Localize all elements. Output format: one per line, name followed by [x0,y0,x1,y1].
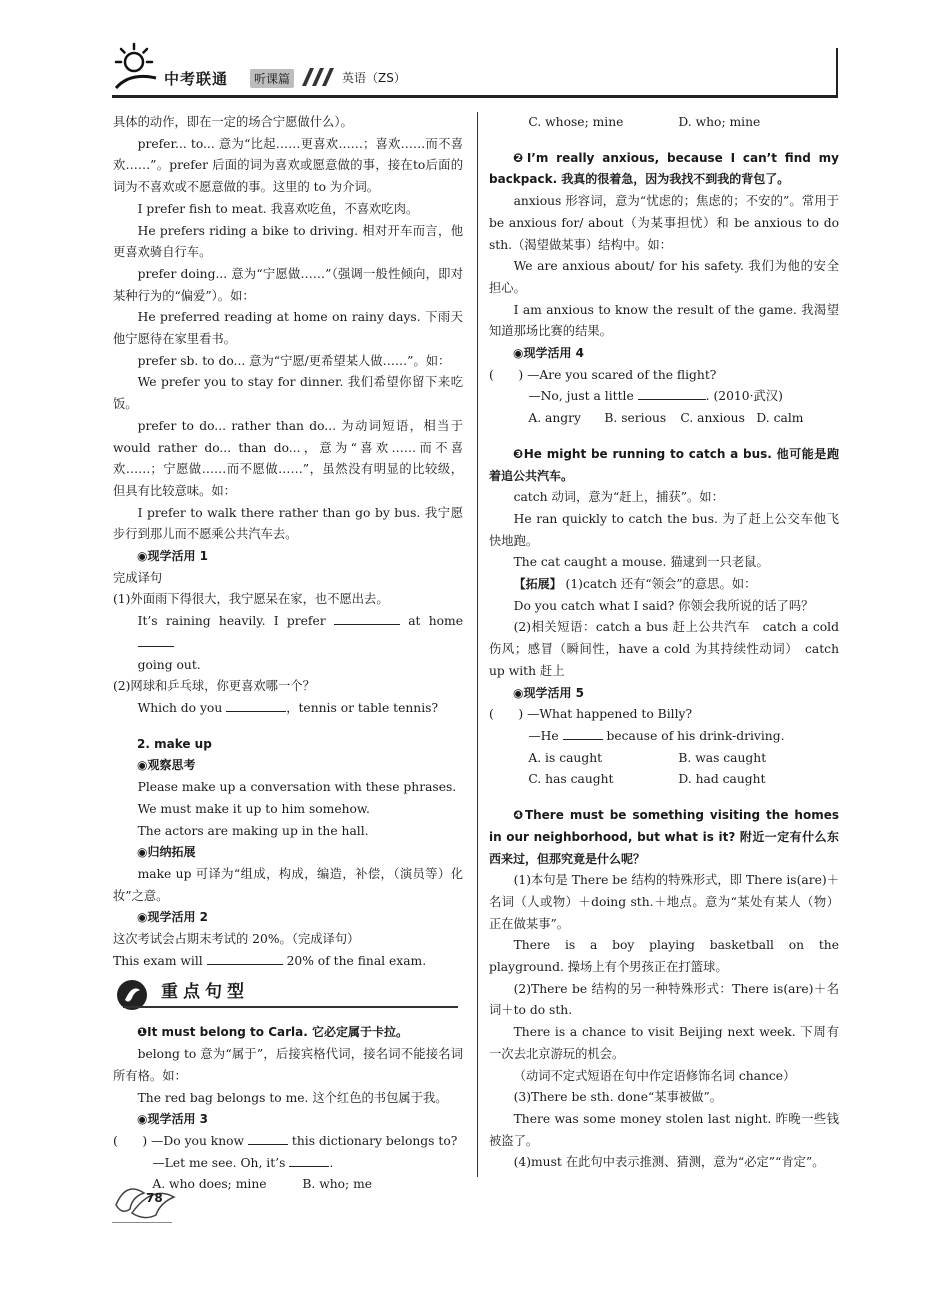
option[interactable]: C. anxious [680,411,745,426]
answer-blank[interactable] [289,1153,329,1167]
extension-line: 【拓展】 (1)catch 还有“领会”的意思。如： [513,577,757,592]
paragraph: prefer to do... rather than do... 为动词短语，相当于would rather do... than do...，意为“喜欢……而不喜欢……；宁愿做……而不愿做……”，虽然没有明显的比较级，但具有比较意味。如： [113,418,463,498]
option-row [489,769,839,791]
paragraph: make up 可译为“组成，构成，编造，补偿，（演员等）化妆”之意。 [113,866,463,903]
example-sentence: Do you catch what I said? 你领会我所说的话了吗？ [513,598,814,613]
answer-paren[interactable]: ( ) [489,367,524,382]
section-tag: 听课篇 [250,69,294,88]
exercise-line: ( ) —What happened to Billy? [489,707,693,722]
paragraph: prefer sb. to do... 意为“宁愿/更希望某人做……”。如： [137,353,451,368]
option[interactable]: A. angry [528,411,582,426]
exercise-title: ◉现学活用 1 [137,549,208,564]
paragraph: belong to 意为“属于”，后接宾格代词，接名词不能接名词所有格。如： [113,1047,463,1083]
example-sentence: We must make it up to him somehow. [137,801,370,816]
exercise-line: Which do you ，tennis or table tennis? [113,698,463,720]
option[interactable]: B. who; me [302,1177,373,1192]
option[interactable]: A. is caught [528,750,603,765]
example-sentence: There was some money stolen last night. 昨晚一些钱被盗了。 [489,1111,839,1148]
exercise-line: ( ) —Are you scared of the flight? [489,367,717,382]
example-sentence: I prefer fish to meat. 我喜欢吃鱼，不喜欢吃肉。 [137,201,419,216]
option[interactable]: D. had caught [678,772,766,787]
paragraph: 具体的动作，即在一定的场合宁愿做什么）。 [113,115,353,129]
paragraph: catch 动词，意为“赶上，捕获”。如： [513,490,724,505]
paragraph: (2)相关短语：catch a bus 赶上公共汽车 catch a cold 伤风；感冒（瞬间性，have a cold 为其持续性动词） catch up with 赶上 [489,620,839,678]
left-column [113,112,463,1196]
header-rule [112,95,838,98]
option[interactable]: D. calm [756,411,804,426]
option[interactable]: C. whose; mine [528,115,624,129]
sentence-title: ❶It must belong to Carla. 它必定属于卡拉。 [137,1025,408,1040]
option[interactable]: B. serious [604,411,667,426]
answer-blank[interactable] [638,386,706,400]
option[interactable]: D. who; mine [678,115,761,129]
example-sentence: There is a chance to visit Beijing next week. 下周有一次去北京游玩的机会。 [489,1025,839,1061]
paragraph: (4)must 在此句中表示推测、猜测，意为“必定”“肯定”。 [513,1155,825,1170]
paragraph: anxious 形容词，意为“忧虑的；焦虑的；不安的”。常用于 be anxious for/ about（为某事担忧）和 be anxious to do sth.（渴望做某事）结构中。如： [489,194,839,252]
paragraph: (2)There be 结构的另一种特殊形式：There is(are)＋名词＋to do sth. [489,981,839,1018]
sentence-title: ❹There must be something visiting the homes in our neighborhood, but what is it? 附近一定有什么东西来过，但那究竟是什么呢？ [489,808,839,866]
example-sentence: He ran quickly to catch the bus. 为了赶上公交车他飞快地跑。 [489,511,839,548]
exercise-line: —He because of his drink-driving. [489,726,839,748]
option[interactable]: A. who does; mine [152,1177,267,1192]
example-sentence: We are anxious about/ for his safety. 我们为他的安全担心。 [489,259,839,295]
option[interactable]: B. was caught [678,750,767,765]
example-sentence: We prefer you to stay for dinner. 我们希望你留下来吃饭。 [113,375,463,412]
paragraph: prefer... to... 意为“比起……更喜欢……；喜欢……而不喜欢……”。prefer 后面的词为喜欢或愿意做的事，接在to后面的词为不喜欢或不愿意做的事。这里的 to 为介词。 [113,136,463,195]
exercise-instruction: 完成译句 [113,570,163,585]
page-header [112,40,838,98]
paragraph: (3)There be sth. done“某事被做”。 [513,1090,723,1105]
option-row [489,408,839,430]
option[interactable]: C. has caught [528,772,614,787]
exercise-question: (2)网球和乒乓球，你更喜欢哪一个？ [113,679,315,694]
exercise-title: ◉现学活用 5 [513,685,584,700]
example-sentence: The red bag belongs to me. 这个红色的书包属于我。 [137,1090,448,1105]
answer-blank[interactable] [207,951,283,965]
right-column [489,112,839,1174]
header-edge [836,48,838,98]
example-sentence: There is a boy playing basketball on the playground. 操场上有个男孩正在打篮球。 [489,938,839,975]
exercise-line: going out. [137,657,201,672]
answer-blank[interactable] [248,1131,288,1145]
note: （动词不定式短语在句中作定语修饰名词 chance） [513,1068,796,1083]
answer-blank[interactable] [138,633,174,647]
example-sentence: Please make up a conversation with these phrases. [137,780,457,795]
answer-paren[interactable]: ( ) [113,1133,148,1148]
summary-title: ◉归纳拓展 [137,845,196,860]
example-sentence: I prefer to walk there rather than go by bus. 我宁愿步行到那儿而不愿乘公共汽车去。 [113,505,463,542]
example-sentence: I am anxious to know the result of the game. 我渴望知道那场比赛的结果。 [489,302,839,339]
answer-blank[interactable] [334,611,400,625]
subject-label: 英语（ZS） [342,71,406,85]
exercise-line: This exam will 20% of the final exam. [113,951,463,973]
column-divider [477,112,478,1177]
footer-rule [112,1222,172,1223]
option-row [489,112,839,134]
stripes-icon [296,68,338,86]
option-row [489,748,839,770]
item-title: 2. make up [137,736,212,751]
paragraph: (1)本句是 There be 结构的特殊形式，即 There is(are)＋名词（人或物）＋doing sth.＋地点。意为“某处有某人（物）正在做某事”。 [489,873,839,931]
exercise-line: —No, just a little . (2010·武汉) [489,386,839,408]
section-rule [123,1006,458,1008]
sun-logo-icon [112,42,160,92]
answer-blank[interactable] [563,726,603,740]
answer-blank[interactable] [226,698,286,712]
example-sentence: He preferred reading at home on rainy days. 下雨天他宁愿待在家里看书。 [113,310,463,347]
observe-title: ◉观察思考 [137,758,196,773]
extension-label: 【拓展】 [513,577,562,592]
sentence-title: ❸He might be running to catch a bus. 他可能是跑着追公共汽车。 [489,446,839,483]
answer-paren[interactable]: ( ) [489,707,524,722]
example-sentence: The actors are making up in the hall. [137,823,369,838]
sentence-title: ❷I’m really anxious, because I can’t find my backpack. 我真的很着急，因为我找不到我的背包了。 [489,150,839,187]
exercise-title: ◉现学活用 3 [137,1112,208,1127]
exercise-question: (1)外面雨下得很大，我宁愿呆在家，也不愿出去。 [113,592,389,607]
section-heading [113,978,463,1018]
exercise-question: 这次考试会占期末考试的 20%。（完成译句） [113,932,360,947]
exercise-line: It’s raining heavily. I prefer at home [113,611,463,654]
brand-name: 中考联通 [164,70,229,88]
exercise-title: ◉现学活用 4 [513,346,584,361]
exercise-line: ( ) —Do you know this dictionary belongs to? [113,1131,463,1153]
paragraph: prefer doing... 意为“宁愿做……”（强调一般性倾向，即对某种行为的“偏爱”）。如： [113,266,463,303]
page-number: 78 [146,1191,163,1205]
example-sentence: He prefers riding a bike to driving. 相对开车而言，他更喜欢骑自行车。 [113,223,463,260]
exercise-title: ◉现学活用 2 [137,910,208,925]
section-title: 重点句型 [161,982,249,1003]
example-sentence: The cat caught a mouse. 猫逮到一只老鼠。 [513,555,769,570]
exercise-line: —Let me see. Oh, it’s . [113,1153,463,1175]
